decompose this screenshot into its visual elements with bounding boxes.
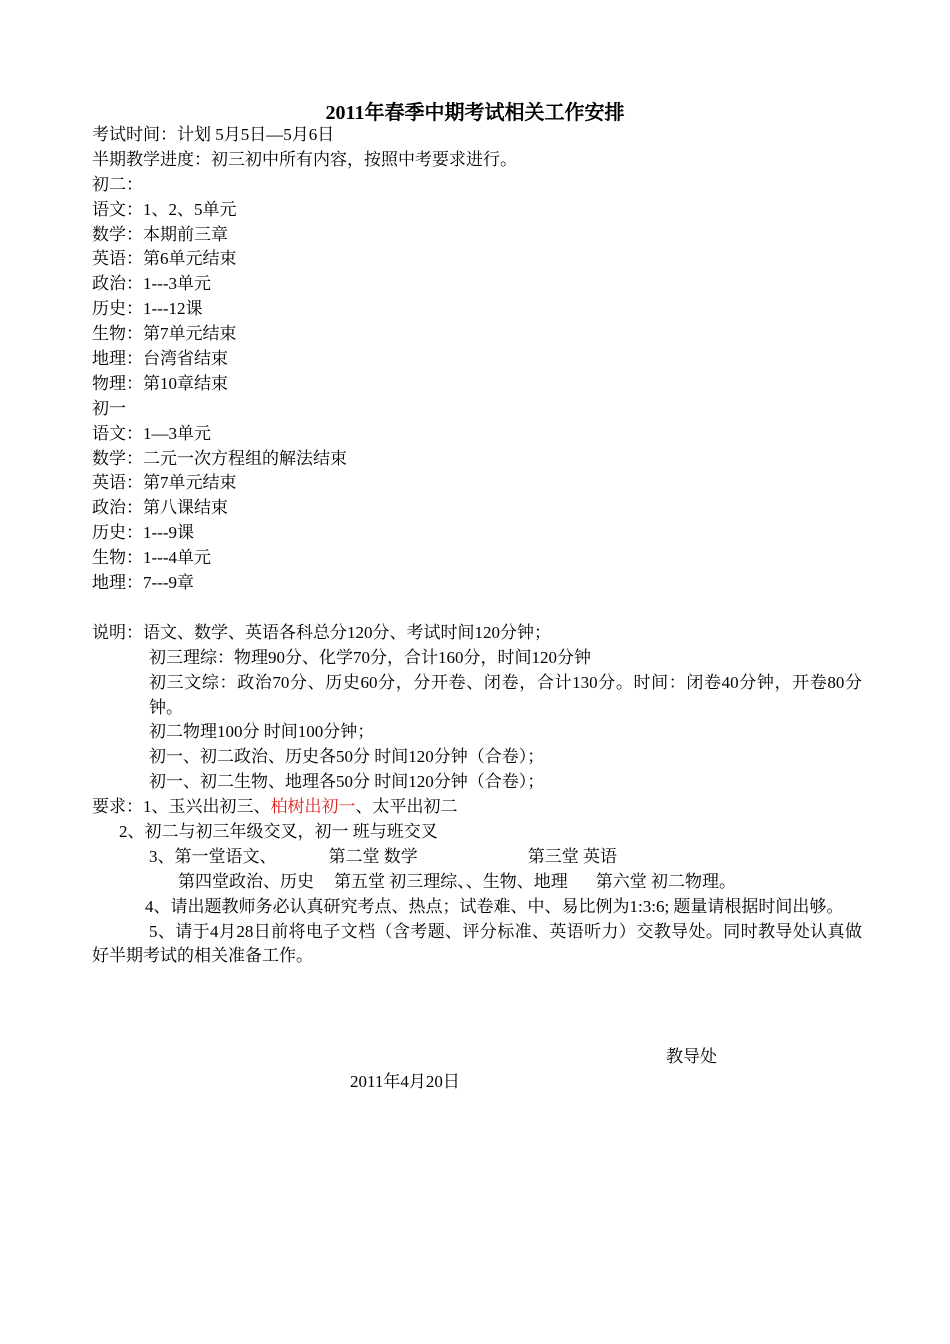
- note-line: 初一、初二政治、历史各50分 时间120分钟（合卷）；: [149, 747, 545, 767]
- requirement-1-highlight: 柏树出初一: [270, 797, 356, 817]
- requirement-4: 4、请出题教师务必认真研究考点、热点；试卷难、中、易比例为1:3:6; 题量请根据时间出够。: [145, 896, 844, 916]
- grade1-item: 地理：7---9章: [92, 573, 194, 593]
- grade2-item: 英语：第6单元结束: [92, 249, 237, 269]
- session-5: 第五堂 初三理综、、生物、地理: [334, 871, 568, 891]
- session-6: 第六堂 初二物理。: [595, 871, 736, 891]
- requirement-1-prefix: 要求：1、玉兴出初三、: [92, 797, 271, 817]
- exam-time: 考试时间：计划 5月5日—5月6日: [92, 125, 335, 144]
- note-paragraph: 初三文综：政治70分、历史60分，分开卷、闭卷，合计130分。时间：闭卷40分钟，开卷80分钟。: [149, 672, 862, 717]
- session-3: 第三堂 英语: [527, 846, 617, 866]
- note-line: 初三理综：物理90分、化学70分，合计160分，时间120分钟: [149, 647, 591, 667]
- document-body: [92, 123, 862, 969]
- note-line: 说明：语文、数学、英语各科总分120分、考试时间120分钟；: [92, 622, 551, 642]
- grade1-item: 历史：1---9课: [92, 523, 194, 543]
- grade1-item: 数学：二元一次方程组的解法结束: [92, 448, 347, 468]
- note-line: 初一、初二生物、地理各50分 时间120分钟（合卷）；: [149, 772, 545, 792]
- document-title: 2011年春季中期考试相关工作安排: [325, 102, 625, 124]
- signature: 教导处: [666, 1047, 717, 1066]
- grade2-item: 历史：1---12课: [92, 299, 203, 319]
- grade2-item: 数学：本期前三章: [92, 224, 228, 244]
- grade1-item: 生物：1---4单元: [92, 548, 211, 568]
- session-2: 第二堂 数学: [328, 846, 418, 866]
- requirement-1-suffix: 、太平出初二: [355, 797, 458, 817]
- grade2-heading: 初二：: [92, 174, 143, 194]
- session-1: 3、第一堂语文、: [149, 846, 277, 866]
- grade1-item: 语文：1—3单元: [92, 423, 211, 443]
- document-date: 2011年4月20日: [350, 1072, 460, 1091]
- grade1-heading: 初一: [92, 398, 126, 418]
- note-line: 初二物理100分 时间100分钟；: [149, 722, 375, 742]
- grade2-item: 物理：第10章结束: [92, 373, 228, 393]
- grade1-item: 政治：第八课结束: [92, 498, 228, 518]
- requirement-5: 5、请于4月28日前将电子文档（含考题、评分标准、英语听力）交教导处。同时教导处认真做好半期考试的相关准备工作。: [92, 921, 862, 966]
- spacer: [92, 596, 862, 621]
- teaching-progress: 半期教学进度：初三初中所有内容，按照中考要求进行。: [92, 149, 517, 169]
- session-4: 第四堂政治、历史: [178, 871, 314, 891]
- requirement-3-row2: [92, 870, 862, 895]
- grade2-item: 语文：1、2、5单元: [92, 199, 237, 219]
- grade2-item: 生物：第7单元结束: [92, 324, 237, 344]
- grade2-item: 政治：1---3单元: [92, 274, 211, 294]
- grade1-item: 英语：第7单元结束: [92, 473, 237, 493]
- requirement-1: [92, 795, 862, 820]
- requirement-2: 2、初二与初三年级交叉，初一 班与班交叉: [119, 821, 438, 841]
- requirement-3-row1: [92, 845, 862, 870]
- grade2-item: 地理：台湾省结束: [92, 349, 228, 369]
